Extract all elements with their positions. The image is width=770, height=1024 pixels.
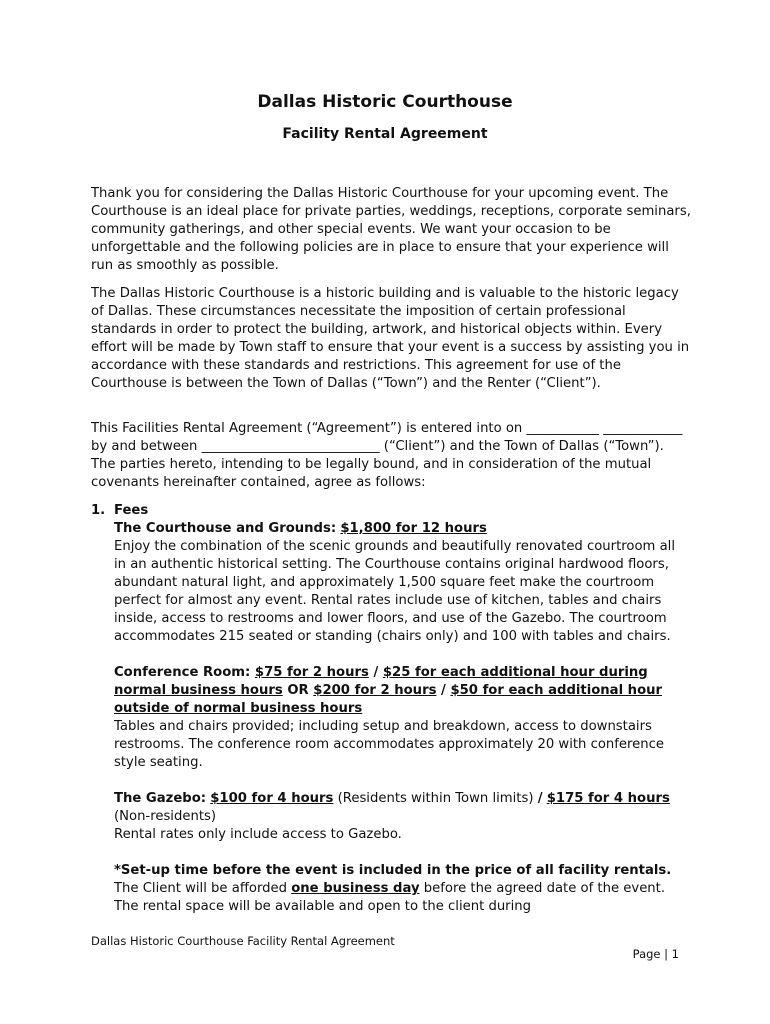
gazebo-label: The Gazebo: — [114, 791, 207, 806]
setup-emphasis: one business day — [291, 881, 420, 896]
intro-paragraph: Thank you for considering the Dallas Historic Courthouse for your upcoming event. The Courthouse is an ideal place for private parties, weddings, receptions, corporate seminars, community gatherings, and other special events. We want your occasion to be unforgettable and the following policies are in place to ensure that your experience will run as smoothly as possible. — [91, 186, 691, 273]
page-number: Page | 1 — [632, 947, 679, 961]
conference-or: OR — [287, 683, 309, 698]
gazebo-description: Rental rates only include access to Gazebo. — [114, 827, 402, 842]
conference-price-3: $200 for 2 hours — [313, 683, 437, 698]
setup-text-1: The Client will be afforded — [114, 881, 288, 896]
gazebo-price-2: $175 for 4 hours — [546, 791, 670, 806]
conference-price-2: $25 for each additional hour during normal business hours — [114, 665, 648, 698]
gazebo-note-2: (Non-residents) — [114, 809, 217, 824]
conference-label: Conference Room: — [114, 665, 251, 680]
fees-heading — [91, 502, 691, 520]
courthouse-price: $1,800 for 12 hours — [340, 521, 487, 536]
document-title: Dallas Historic Courthouse — [257, 92, 513, 112]
setup-note — [114, 862, 691, 916]
list-number: 1. — [91, 503, 106, 518]
conference-price-1: $75 for 2 hours — [254, 665, 369, 680]
conference-price-4: $50 for each additional hour outside of normal business hours — [114, 683, 663, 716]
conference-fee — [114, 664, 691, 772]
agreement-paragraph: This Facilities Rental Agreement (“Agreement”) is entered into on ___________ ____________ by and between ___________________________ (“Client”) and the Town of Dallas (“Town”). The parties hereto, intending to be legally bound, and in consideration of the mutual covenants hereinafter contained, agree as follows: — [91, 421, 683, 490]
conference-description: Tables and chairs provided; including setup and breakdown, access to downstairs restrooms. The conference room accommodates approximately 20 with conference style seating. — [114, 719, 664, 770]
gazebo-separator: / — [537, 791, 543, 806]
document-subtitle: Facility Rental Agreement — [282, 126, 488, 142]
page-footer: Dallas Historic Courthouse Facility Rental Agreement — [91, 934, 395, 948]
courthouse-description: Enjoy the combination of the scenic grounds and beautifully renovated courtroom all in an authentic historical setting. The Courthouse contains original hardwood floors, abundant natural light, and approximately 1,500 square feet make the courtroom perfect for almost any event. Rental rates include use of kitchen, tables and chairs inside, access to restrooms and lower floors, and use of the Gazebo. The courtroom accommodates 215 seated or standing (chairs only) and 100 with tables and chairs. — [114, 539, 675, 644]
gazebo-fee — [114, 790, 691, 844]
fees-section — [91, 502, 691, 916]
gazebo-note-1: (Residents within Town limits) — [337, 791, 534, 806]
courthouse-label: The Courthouse and Grounds: — [114, 521, 337, 536]
fees-heading-label: Fees — [114, 503, 149, 518]
setup-bold: *Set-up time before the event is included in the price of all facility rentals. — [114, 863, 672, 878]
history-paragraph: The Dallas Historic Courthouse is a historic building and is valuable to the historic legacy of Dallas. These circumstances necessitate the imposition of certain professional standards in order to protect the building, artwork, and historical objects within. Every effort will be made by Town staff to ensure that your event is a success by assisting you in accordance with these standards and restrictions. This agreement for use of the Courthouse is between the Town of Dallas (“Town”) and the Renter (“Client”). — [91, 286, 690, 391]
conference-separator-1: / — [373, 665, 379, 680]
courthouse-fee — [114, 520, 691, 646]
setup-text-2: before the agreed date of the event. The rental space will be available and open to the client during — [114, 881, 666, 914]
gazebo-price-1: $100 for 4 hours — [210, 791, 334, 806]
conference-separator-2: / — [441, 683, 446, 698]
